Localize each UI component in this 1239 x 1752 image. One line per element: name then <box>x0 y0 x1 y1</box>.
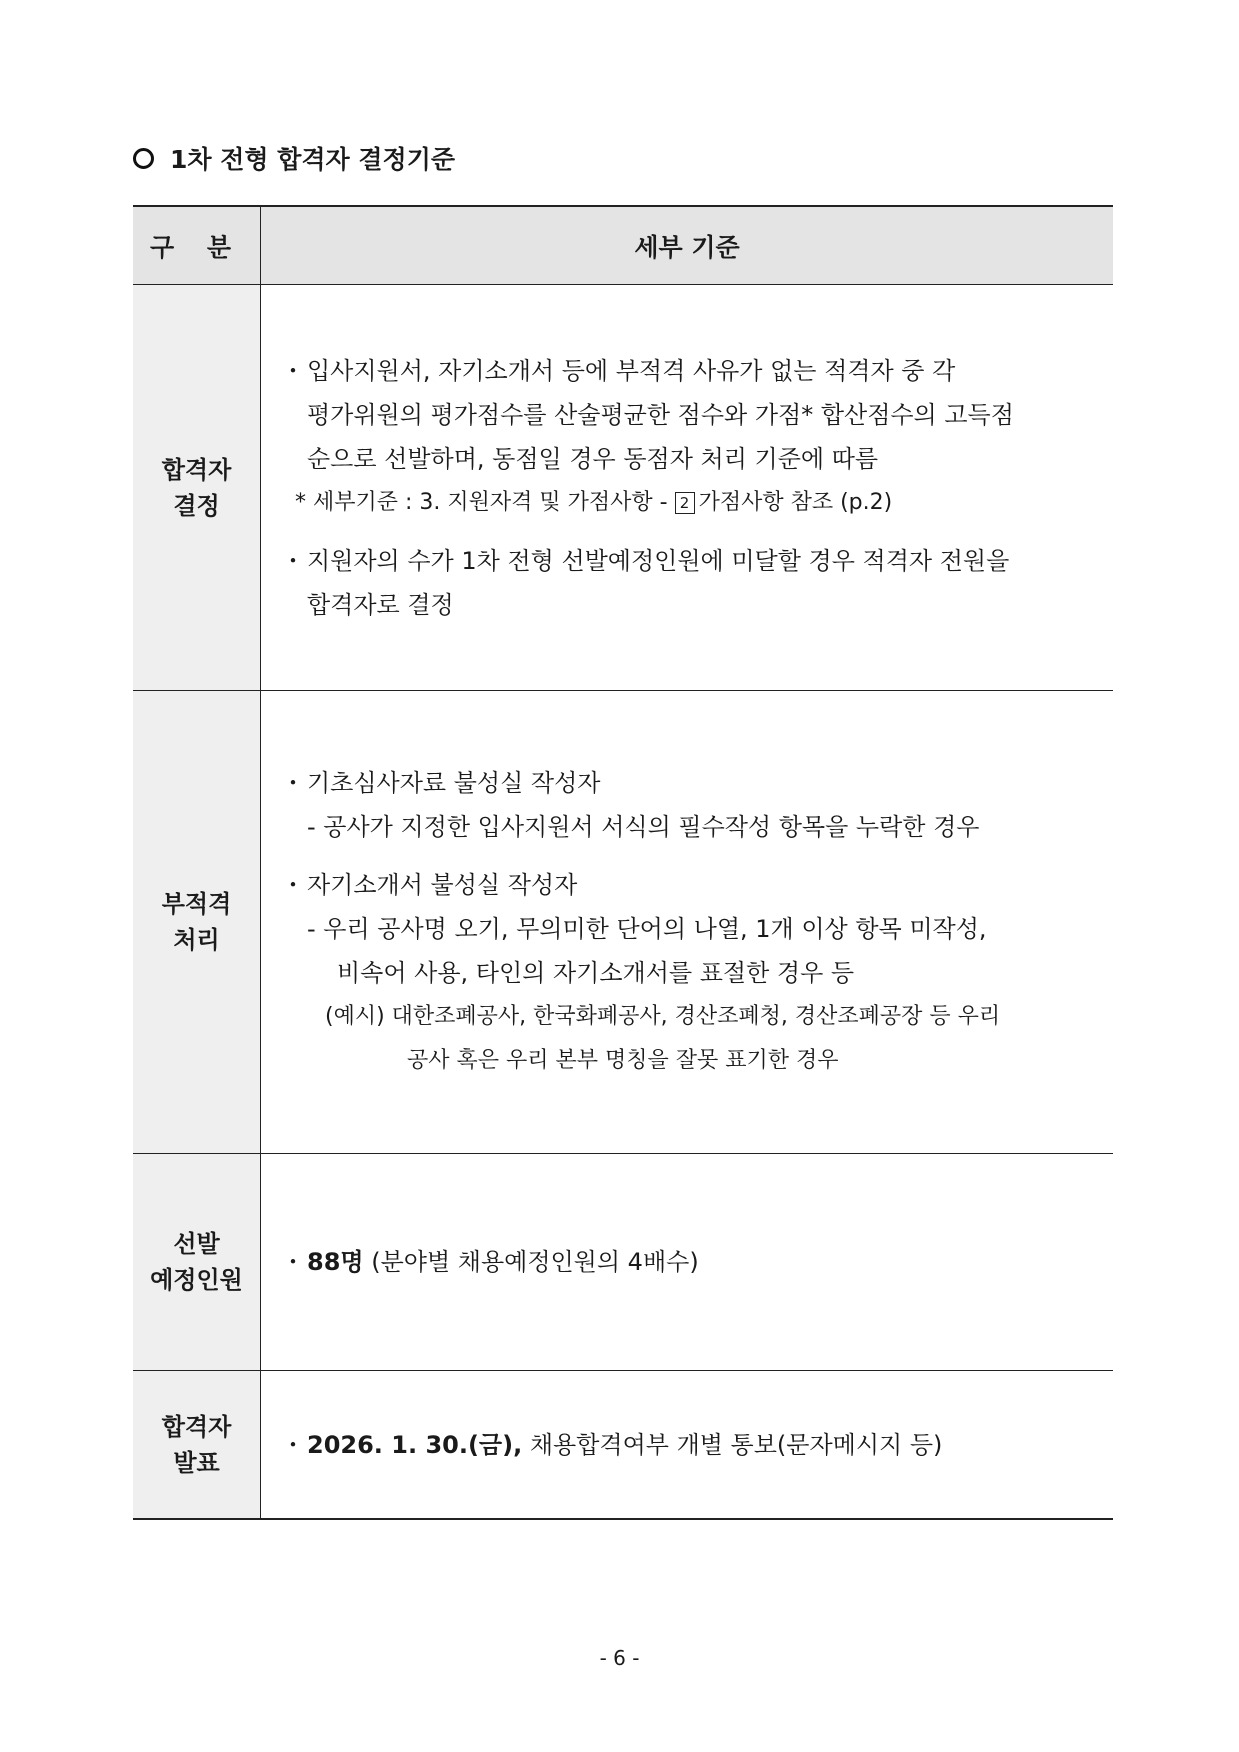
table-row <box>133 1371 1113 1520</box>
example-line: (예시) 대한조폐공사, 한국화폐공사, 경산조폐청, 경산조폐공장 등 우리 <box>325 1004 1001 1029</box>
row-content: ・기초심사자료 불성실 작성자 - 공사가 지정한 입사지원서 서식의 필수작성 항목을 누락한 경우 ・자기소개서 불성실 작성자 - 우리 공사명 오기, 무의미한 단어의 나열, 1개 이상 항목 미작성, 비속어 사용, 타인의 자기소개서를 표절한 경우 등 (예시) 대한조폐공사, 한국화폐공사, 경산조폐청, 경산조폐공장 등 우리 공사 혹은 우리 본부 명칭을 잘못 표기한 경우 <box>261 691 1114 1154</box>
criteria-table <box>133 205 1113 1520</box>
table-header-row <box>133 206 1113 285</box>
table-row <box>133 285 1113 691</box>
page-number: - 6 - <box>599 1646 640 1670</box>
section-title <box>133 140 455 176</box>
bullet-icon: ・ <box>281 356 305 385</box>
note-line: * 세부기준 : 3. 지원자격 및 가점사항 - 2 가점사항 참조 (p.2) <box>295 489 893 515</box>
table-row <box>133 691 1113 1154</box>
bullet-icon: ・ <box>281 1430 305 1459</box>
row-label: 합격자 결정 <box>133 285 261 691</box>
row-content: ・입사지원서, 자기소개서 등에 부적격 사유가 없는 적격자 중 각 평가위원의 평가점수를 산술평균한 점수와 가점* 합산점수의 고득점 순으로 선발하며, 동점일 경우 동점자 처리 기준에 따름 * 세부기준 : 3. 지원자격 및 가점사항 - 2 가점사항 참조 (p.2) ・지원자의 수가 1차 전형 선발예정인원에 미달할 경우 적격자 전원을 합격자로 결정 <box>261 285 1114 691</box>
header-detail: 세부 기준 <box>261 206 1114 285</box>
bullet-icon: ・ <box>281 1248 305 1276</box>
row-content <box>261 1154 1114 1371</box>
list-item: ・입사지원서, 자기소개서 등에 부적격 사유가 없는 적격자 중 각 <box>281 349 1099 393</box>
header-category: 구 분 <box>133 206 261 285</box>
list-item: ・자기소개서 불성실 작성자 <box>281 863 1099 907</box>
boxed-number-icon: 2 <box>675 492 695 514</box>
row-label: 선발 예정인원 <box>133 1154 261 1371</box>
list-item: ・88명 (분야별 채용예정인원의 4배수) <box>281 1240 1099 1284</box>
bullet-icon: ・ <box>281 871 305 899</box>
bullet-icon: ・ <box>281 546 305 575</box>
list-item: ・기초심사자료 불성실 작성자 <box>281 761 1099 805</box>
section-title-text: 1차 전형 합격자 결정기준 <box>170 145 456 174</box>
bullet-icon: ・ <box>281 769 305 797</box>
list-item: ・2026. 1. 30.(금), 채용합격여부 개별 통보(문자메시지 등) <box>281 1423 1099 1467</box>
row-label: 합격자 발표 <box>133 1371 261 1520</box>
table-row <box>133 1154 1113 1371</box>
list-item: ・지원자의 수가 1차 전형 선발예정인원에 미달할 경우 적격자 전원을 <box>281 539 1099 583</box>
row-content <box>261 1371 1114 1520</box>
hollow-circle-icon <box>133 148 154 169</box>
row-label: 부적격 처리 <box>133 691 261 1154</box>
